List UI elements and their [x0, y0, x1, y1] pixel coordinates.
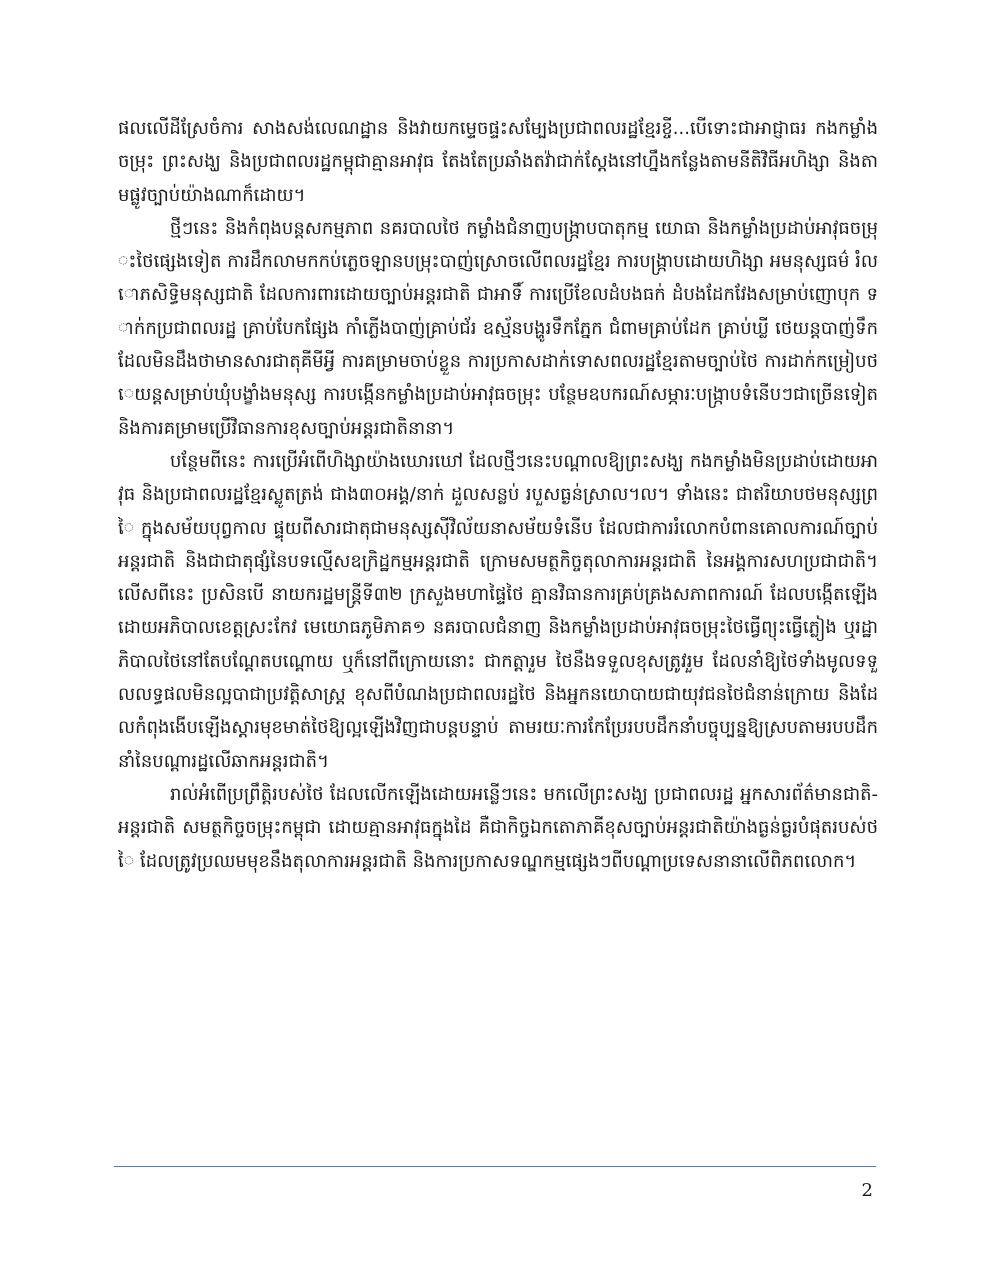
- paragraph-1: ផលលើដីស្រែចំការ សាងសង់លេណដ្ឋាន និងវាយកម្ទេចផ្ទះសម្បែងប្រជាពលរដ្ឋខ្មែរខ្ចី...បើទោះជាអាជ្ញាធរ កងកម្លាំងចម្រុះ ព្រះសង្ឃ និងប្រជាពលរដ្ឋកម្ពុជាគ្មានអាវុធ តែងតែប្រឆាំងតវ៉ាជាក់ស្តែងនៅហ្នឹងកន្លែងតាមនីតិវិធីអហិង្សា និងតាមផ្លូវច្បាប់យ៉ាងណាក៏ដោយ។: [118, 118, 878, 206]
- footer-divider: [114, 1166, 876, 1167]
- paragraph-4: រាល់អំពើប្រព្រឹត្តិរបស់ថៃ ដែលលើកឡើងដោយអន្លើៗនេះ មកលើព្រះសង្ឃ ប្រជាពលរដ្ឋ អ្នកសារព័ត៌មានជាតិ-អន្តរជាតិ សមត្ថកិច្ចចម្រុះកម្ពុជា ដោយគ្មានអាវុធក្នុងដៃ គឺជាកិច្ចឯកតោភាគីខុសច្បាប់អន្តរជាតិយ៉ាងធ្ងន់ធ្ងរបំផុតរបស់ថៃ ដែលត្រូវប្រឈមមុខនឹងតុលាការអន្តរជាតិ និងការប្រកាសទណ្ឌកម្មផ្សេងៗពីបណ្តាប្រទេសនានាលើពិភពលោក។: [118, 783, 878, 872]
- paragraph-3: បន្ថែមពីនេះ ការប្រើអំពើហិង្សាយ៉ាងឃោរឃៅ ដែលថ្មីៗនេះបណ្តាលឱ្យព្រះសង្ឃ កងកម្លាំងមិនប្រដាប់ដោយអាវុធ និងប្រជាពលរដ្ឋខ្មែរស្លូតត្រង់ ជាង៣០អង្គ/នាក់ ដួលសន្លប់ របួសធ្ងន់ស្រាល។ល។ ទាំងនេះ ជាឥរិយាបថមនុស្សព្រៃ ក្នុងសម័យបុព្វកាល ផ្ទុយពីសារជាតុជាមនុស្សស៊ីវិល័យនាសម័យទំនើប ដែលជាការរំលោកបំពានគោលការណ៍ច្បាប់អន្តរជាតិ និងជាជាតុផ្សំនៃបទល្មើសឧក្រិដ្ឋកម្មអន្តរជាតិ ក្រោមសមត្ថកិច្ចតុលាការអន្តរជាតិ នៃអង្គការសហប្រជាជាតិ។ លើសពីនេះ ប្រសិនបើ នាយករដ្ឋមន្ត្រីទី៣២ ក្រសួងមហាផ្ទៃថៃ គ្មានវិធានការគ្រប់គ្រងសភាពការណ៍ ដែលបង្កើតឡើងដោយអភិបាលខេត្តស្រះកែវ មេយោធភូមិភាគ១ នគរបាលជំនាញ និងកម្លាំងប្រដាប់អាវុធចម្រុះថៃធ្វើព្យុះធ្វើភ្លៀង ឬរដ្ឋាភិបាលថៃនៅតែបណ្តែតបណ្តោយ ឬក៏នៅពីក្រោយនោះ ជាកត្តារួម ថៃនឹងទទួលខុសត្រូវរួម ដែលនាំឱ្យថៃទាំងមូលទទួលលទ្ធផលមិនល្អបាជាប្រវត្តិសាស្ត្រ ខុសពីបំណងប្រជាពលរដ្ឋថៃ និងអ្នកនយោបាយជាយុវជនថៃជំនាន់ក្រោយ និងដែលកំពុងងើបឡើងស្តារមុខមាត់ថៃឱ្យល្អឡើងវិញជាបន្តបន្ទាប់ តាមរយៈការកែប្រែរបបដឹកនាំបច្ចុប្បន្នឱ្យស្របតាមរបបដឹកនាំនៃបណ្តារដ្ឋលើឆាកអន្តរជាតិ។: [118, 450, 878, 772]
- page-number: 2: [861, 1180, 873, 1201]
- paragraph-2: ថ្មីៗនេះ និងកំពុងបន្តសកម្មភាព នគរបាលថៃ កម្លាំងជំនាញបង្ក្រាបបាតុកម្ម យោធា និងកម្លាំងប្រដាប់អាវុធចម្រុះថៃផ្សេងទៀត ការដឹកលាមកកប់ភ្លេចឡានបម្រុះបាញ់ស្រោចលើពលរដ្ឋខ្មែរ ការបង្ក្រាបដោយហិង្សា អមនុស្សធម៌ រំលោភសិទ្ធិមនុស្សជាតិ ដែលការពារដោយច្បាប់អន្តរជាតិ ជាអាទិ៍ ការប្រើខែលដំបងធក់ ដំបងដែកវែងសម្រាប់ញោបុក ទាក់កប្រជាពលរដ្ឋ គ្រាប់បែកផ្សែង កាំភ្លើងបាញ់គ្រាប់ជ័រ ឧស្ម័នបង្ហូរទឹកភ្នែក ជំពាមគ្រាប់ដែក គ្រាប់ឃ្លី ថេយន្តបាញ់ទឹក ដែលមិនដឹងថាមានសារជាតុគីមីអ្វី ការគម្រាមចាប់ខ្លួន ការប្រកាសដាក់ទោសពលរដ្ឋខ្មែរតាមច្បាប់ថៃ ការដាក់កម្រៀបថេយន្តសម្រាប់ឃុំបង្ខាំងមនុស្ស ការបង្កើនកម្លាំងប្រដាប់អាវុធចម្រុះ បន្ថែមឧបករណ៍សម្ភារៈបង្ក្រាបទំនើបៗជាច្រើនទៀត និងការគម្រាមប្រើវិធានការខុសច្បាប់អន្តរជាតិនានា។: [118, 217, 878, 439]
- body-text: [118, 112, 878, 878]
